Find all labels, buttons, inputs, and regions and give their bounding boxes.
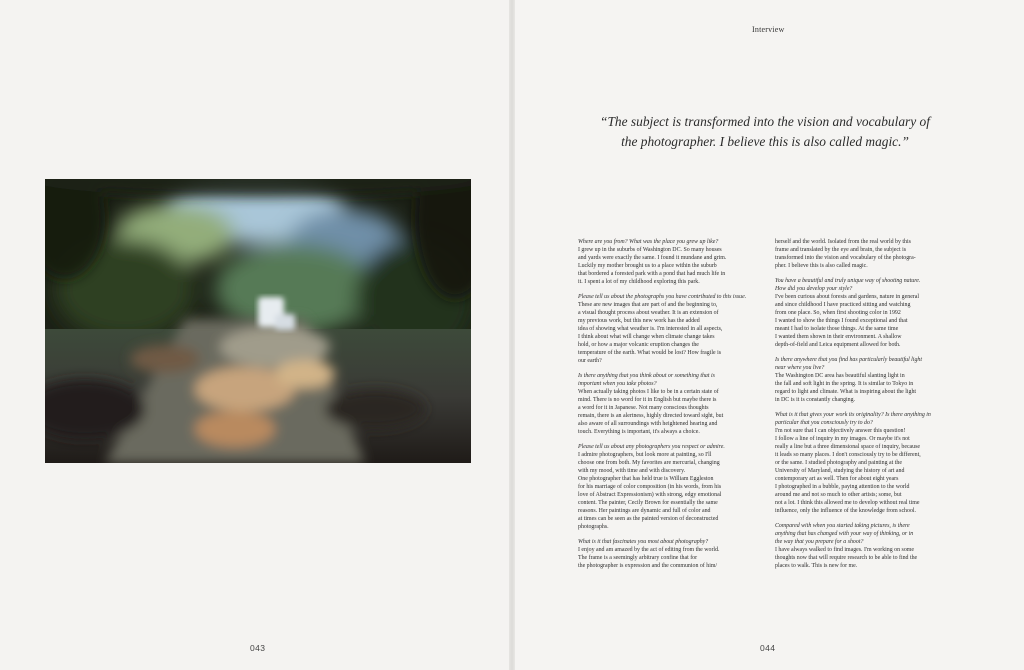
answer-line: The frame is a seemingly arbitrary confine that for: [578, 555, 698, 561]
interview-column-left: [578, 238, 762, 577]
question-text: Is there anything that you think about or something that is: [578, 373, 715, 379]
page-number-right: 044: [760, 643, 776, 653]
answer-line: and yards were exactly the same. I found it mundane and grim.: [578, 255, 727, 261]
answer-line: frame and translated by the eye and brain, the subject is: [775, 247, 907, 253]
photo-illustration: [45, 179, 471, 463]
answer-line: it. I spent a lot of my childhood exploring this park.: [578, 279, 700, 285]
section-label: Interview: [752, 25, 785, 34]
question-text: How did you develop your style?: [775, 286, 853, 292]
answer-line: idea of showing what weather is. I'm interested in all aspects,: [578, 326, 723, 332]
answer-line: or the same. I studied photography and painting at the: [775, 460, 902, 466]
answer-line: I admire photographers, but look more at painting, so I'll: [578, 452, 712, 458]
qa-block: [775, 356, 959, 404]
page-gutter: [509, 0, 515, 670]
answer-line: I photographed in a bubble, paying attention to the world: [775, 484, 910, 490]
qa-block: [775, 277, 959, 349]
answer-line: from one place. So, when first shooting color in 1992: [775, 310, 901, 316]
pull-quote-line: “The subject is transformed into the vision and vocabulary of: [600, 114, 930, 129]
answer-line: I wanted to show the things I found exceptional and that: [775, 318, 908, 324]
question-text: Compared with when you started taking pictures, is there: [775, 523, 910, 529]
qa-block: [775, 522, 959, 570]
question-text: Is there anywhere that you find has particularly beautiful light: [775, 357, 922, 363]
answer-line: the photographer is expression and the communion of him/: [578, 563, 718, 569]
answer-line: influence, only the influence of the knowledge from school.: [775, 508, 917, 514]
answer-line: a visual thought process about weather. It is an extension of: [578, 310, 719, 316]
answer-line: places to walk. This is new for me.: [775, 563, 858, 569]
question-text: anything that has changed with your way of thinking, or in: [775, 531, 914, 537]
answer-line: really a line but a three dimensional space of inquiry, because: [775, 444, 921, 450]
answer-line: a word for it in Japanese. Not many conscious thoughts: [578, 405, 709, 411]
answer-line: I have always walked to find images. I'm working on some: [775, 547, 914, 553]
answer-line: reasons. Her paintings are dynamic and full of color and: [578, 508, 711, 514]
answer-line: it leads so many places. I don't consciously try to be different,: [775, 452, 921, 458]
answer-line: our earth?: [578, 358, 602, 364]
qa-block: [775, 238, 959, 270]
question-text: What is it that fascinates you most about photography?: [578, 539, 709, 545]
answer-line: content. The painter, Cecily Brown for essentially the same: [578, 500, 718, 506]
answer-line: at times can be seen as the painted version of deconstructed: [578, 516, 719, 522]
answer-line: contemporary art as well. Then for about eight years: [775, 476, 899, 482]
answer-line: I enjoy and am amazed by the act of editing from the world.: [578, 547, 720, 553]
answer-line: University of Maryland, studying the history of art and: [775, 468, 905, 474]
answer-line: photographs.: [578, 524, 609, 530]
question-text: the way that you prepare for a shoot?: [775, 539, 864, 545]
answer-line: not a lot. I think this allowed me to develop without real time: [775, 500, 920, 506]
answer-line: love of Abstract Expressionism) with strong, edgy emotional: [578, 492, 722, 498]
answer-line: touch. Everything is important, it's always a choice.: [578, 429, 700, 435]
qa-block: [775, 411, 959, 515]
answer-line: One photographer that has held true is William Eggleston: [578, 476, 714, 482]
pull-quote: [600, 112, 930, 152]
answer-line: remain, there is an alertness, highly directed toward sight, but: [578, 413, 724, 419]
interview-column-right: [775, 238, 959, 577]
answer-line: hold, or how a major volcanic eruption changes the: [578, 342, 699, 348]
qa-block: [578, 443, 762, 531]
answer-line: When actually taking photos I like to be in a certain state of: [578, 389, 719, 395]
answer-line: depth-of-field and Leica equipment allowed for both.: [775, 342, 901, 348]
answer-line: herself and the world. Isolated from the real world by this: [775, 239, 911, 245]
question-text: Where are you from? What was the place you grew up like?: [578, 239, 719, 245]
answer-line: Luckily my mother brought us to a place within the suburb: [578, 263, 717, 269]
question-text: particular that you consciously try to do?: [775, 420, 873, 426]
answer-line: in DC is it is constantly changing.: [775, 397, 856, 403]
answer-line: and since childhood I have practiced sitting and watching: [775, 302, 911, 308]
qa-block: [578, 372, 762, 436]
question-text: What is it that gives your work its originality? Is there anything in: [775, 412, 931, 418]
qa-block: [578, 238, 762, 286]
answer-line: temperature of the earth. What would be lost? How fragile is: [578, 350, 722, 356]
answer-line: pher. I believe this is also called magic.: [775, 263, 868, 269]
answer-line: I grew up in the suburbs of Washington DC. So many houses: [578, 247, 722, 253]
question-text: Please tell us about any photographers you respect or admire.: [578, 444, 725, 450]
page-number-left: 043: [250, 643, 266, 653]
question-text: near where you live?: [775, 365, 825, 371]
answer-line: These are new images that are part of and the beginning to,: [578, 302, 718, 308]
answer-line: I've been curious about forests and gardens, nature in general: [775, 294, 920, 300]
answer-line: my previous work, but this new work has the added: [578, 318, 700, 324]
answer-line: that bordered a forested park with a pond that had much life in: [578, 271, 726, 277]
answer-line: mind. There is no word for it in English but maybe there is: [578, 397, 717, 403]
answer-line: choose one from both. My favorites are mercurial, changing: [578, 460, 720, 466]
qa-block: [578, 293, 762, 365]
question-text: You have a beautiful and truly unique way of shooting nature.: [775, 278, 921, 284]
answer-line: transformed into the vision and vocabulary of the photogra-: [775, 255, 916, 261]
forest-path-photo: [45, 179, 471, 463]
answer-line: I'm not sure that I can objectively answer this question!: [775, 428, 906, 434]
question-text: important when you take photos?: [578, 381, 657, 387]
pull-quote-line: the photographer. I believe this is also called magic.”: [621, 134, 909, 149]
answer-line: thoughts now that will require research to be able to find the: [775, 555, 918, 561]
answer-line: around me and not so much to other artists; some, but: [775, 492, 902, 498]
answer-line: with my mood, with time and with discovery.: [578, 468, 686, 474]
question-text: Please tell us about the photographs you have contributed to this issue.: [578, 294, 747, 300]
qa-block: [578, 538, 762, 570]
answer-line: I think about what will change when climate change takes: [578, 334, 715, 340]
answer-line: The Washington DC area has beautiful slanting light in: [775, 373, 905, 379]
answer-line: I wanted them shown in their environment. A shallow: [775, 334, 902, 340]
answer-line: for his marriage of color composition (in his words, from his: [578, 484, 722, 490]
answer-line: I follow a line of inquiry in my images. Or maybe it's not: [775, 436, 910, 442]
answer-line: regard to light and climate. What is inspiring about the light: [775, 389, 917, 395]
answer-line: meant I had to isolate those things. At the same time: [775, 326, 899, 332]
answer-line: the fall and soft light in the spring. It is similar to Tokyo in: [775, 381, 914, 387]
answer-line: also aware of all surroundings with heightened hearing and: [578, 421, 718, 427]
